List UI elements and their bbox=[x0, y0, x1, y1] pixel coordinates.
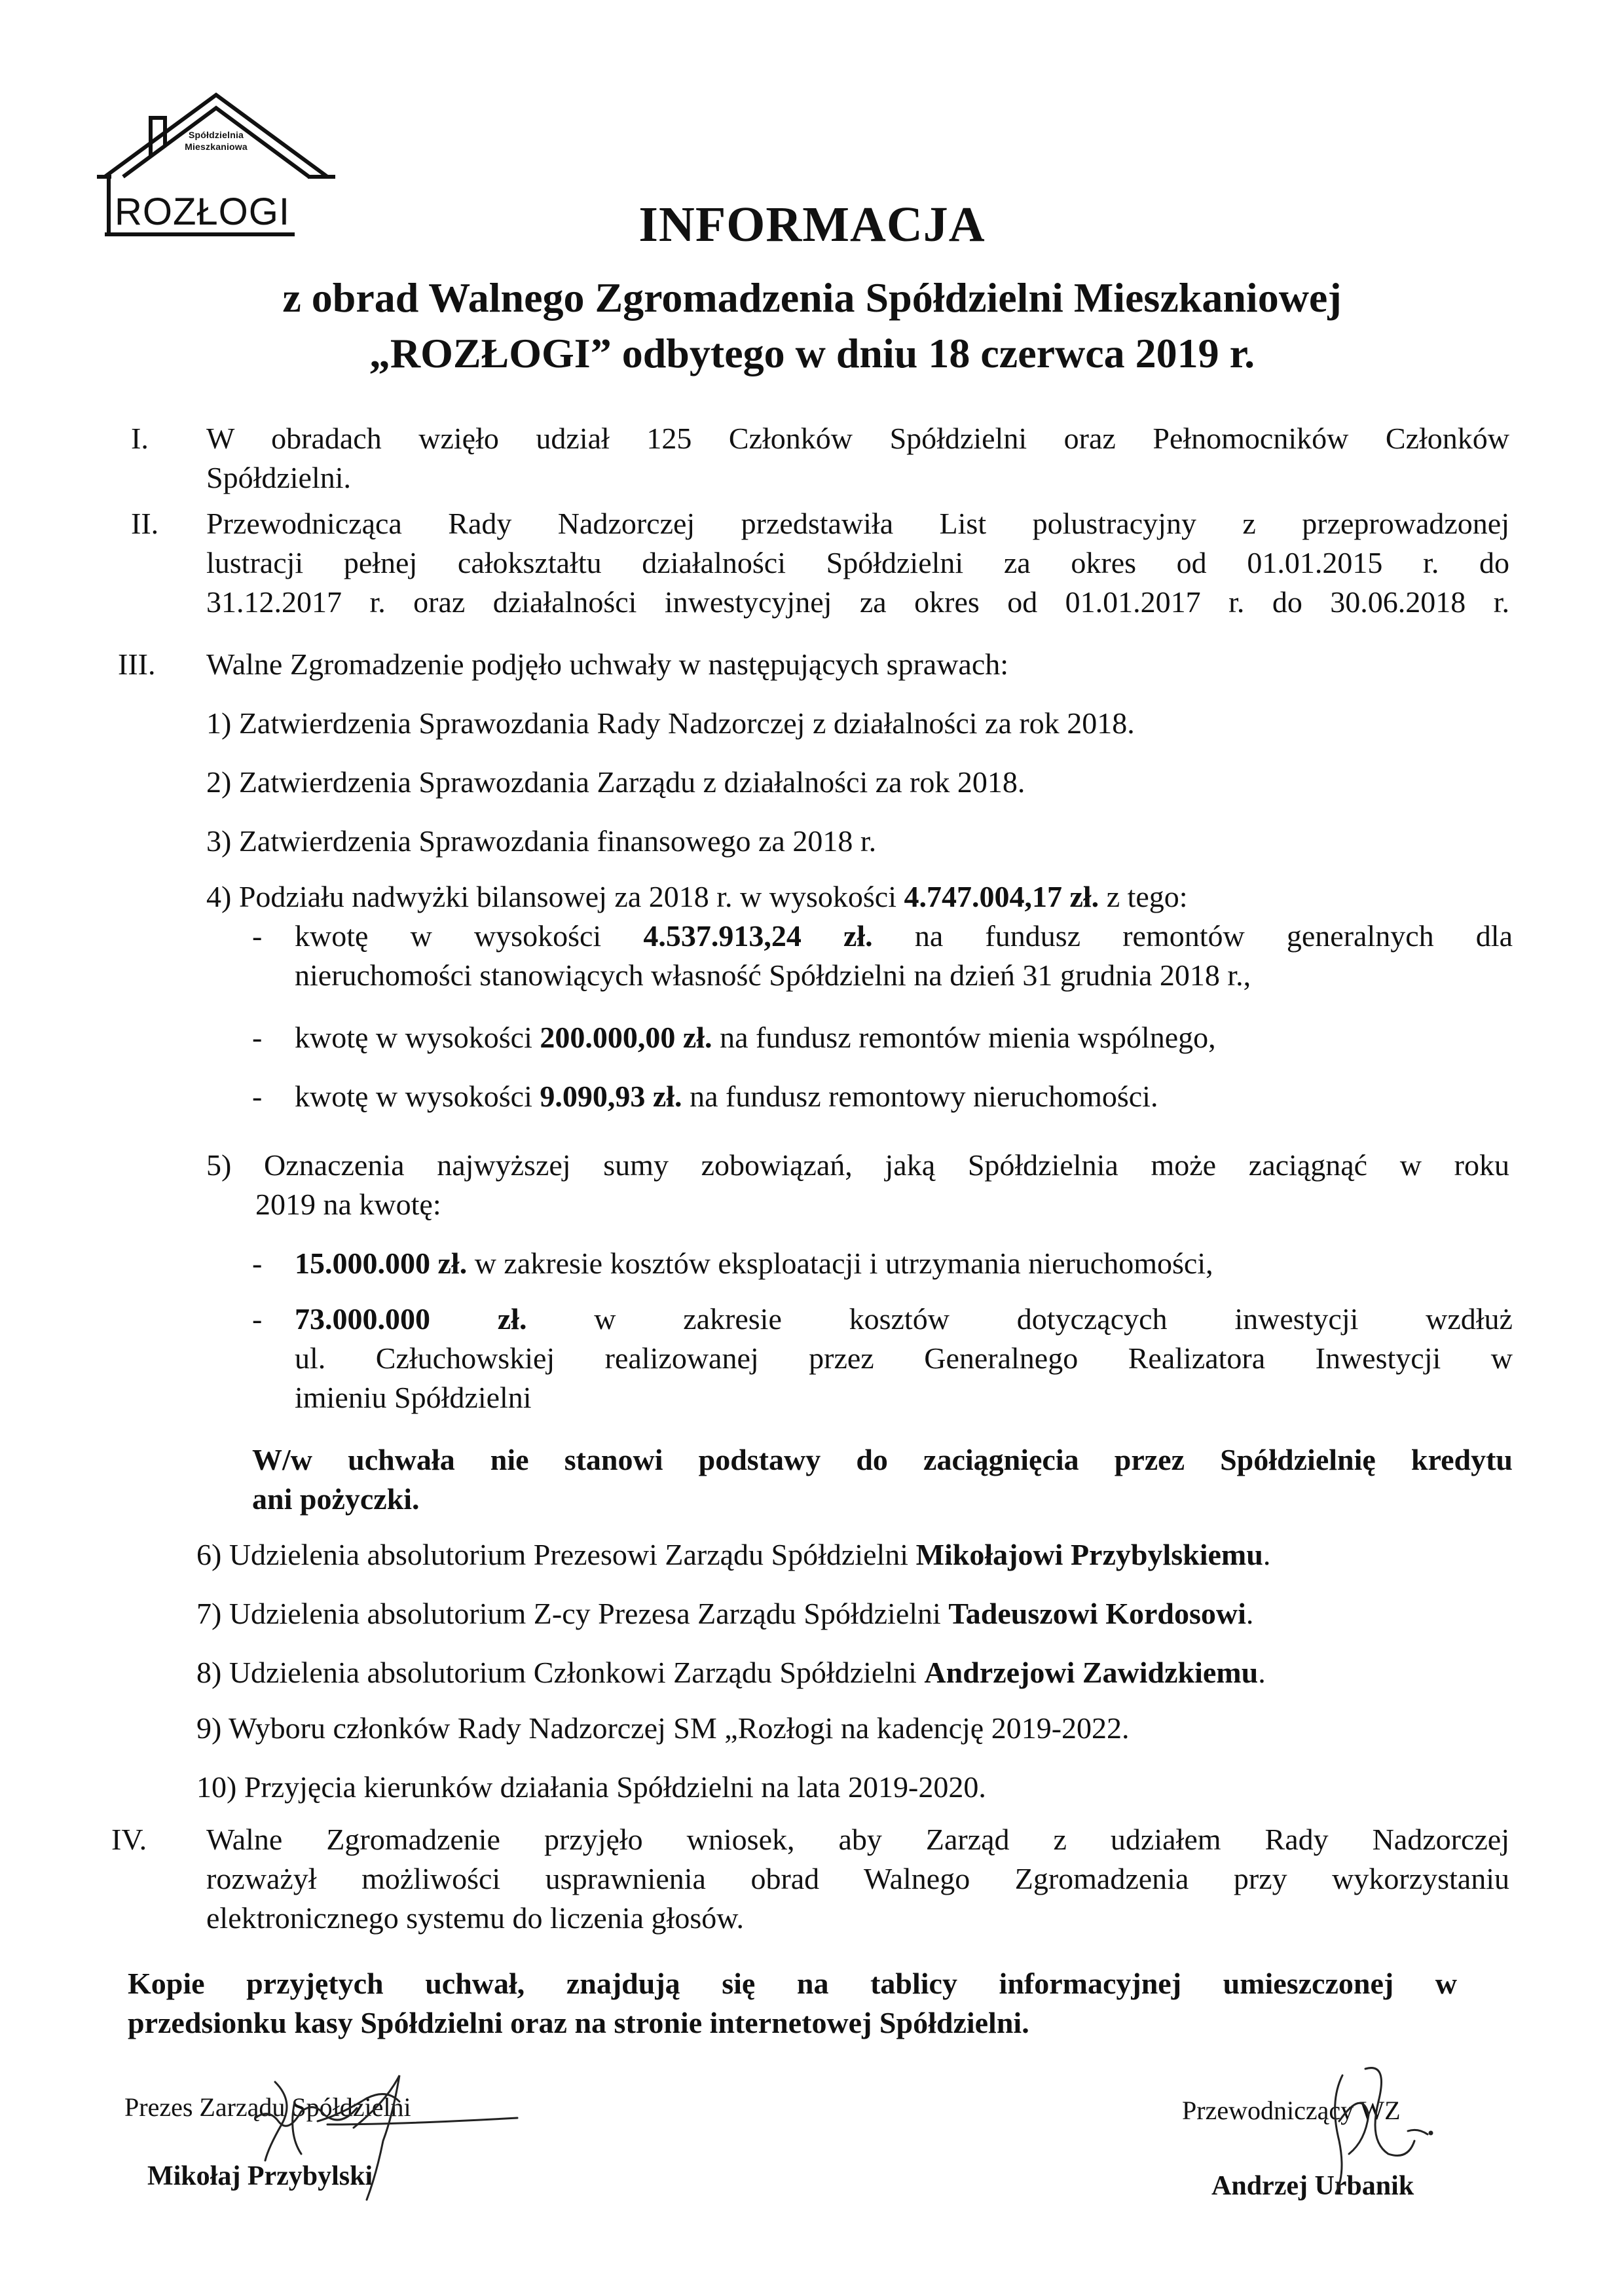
resolution-6-period: . bbox=[1263, 1538, 1271, 1571]
resolution-5-note-line-2: ani pożyczki. bbox=[252, 1482, 420, 1516]
section-iv-numeral: IV. bbox=[111, 1823, 147, 1856]
resolution-4-sub-1 bbox=[295, 917, 1513, 956]
section-i-line-2: Spółdzielni. bbox=[206, 461, 352, 494]
resolution-8-text: 8) Udzielenia absolutorium Członkowi Zarządu Spółdzielni bbox=[196, 1656, 925, 1689]
sub-3-suffix: na fundusz remontowy nieruchomości. bbox=[682, 1080, 1158, 1113]
sub-2-word: inwestycji bbox=[1234, 1302, 1359, 1336]
sub-2-amount: 200.000,00 zł. bbox=[540, 1021, 712, 1054]
sub-1-amount: 4.537.913,24 zł. bbox=[643, 919, 873, 953]
sub-1-text: kwotę w wysokości bbox=[295, 919, 644, 953]
resolution-7 bbox=[196, 1594, 1253, 1633]
section-ii-line-2: lustracji pełnej całokształtu działalności Spółdzielni za okres od 01.01.2015 r. do bbox=[206, 546, 1509, 579]
sub-2-word: dotyczących bbox=[1016, 1302, 1168, 1336]
resolution-1: 1) Zatwierdzenia Sprawozdania Rady Nadzorczej z działalności za rok 2018. bbox=[206, 706, 1135, 740]
bullet-dash: - bbox=[252, 1302, 263, 1336]
left-handwritten-signature bbox=[216, 2062, 524, 2213]
section-iii-intro: Walne Zgromadzenie podjęło uchwały w następujących sprawach: bbox=[206, 647, 1009, 681]
resolution-6-text: 6) Udzielenia absolutorium Prezesowi Zarządu Spółdzielni bbox=[196, 1538, 916, 1571]
section-iii-numeral: III. bbox=[118, 647, 156, 681]
resolution-2: 2) Zatwierdzenia Sprawozdania Zarządu z działalności za rok 2018. bbox=[206, 765, 1025, 799]
right-signatory-name: Andrzej Urbanik bbox=[1211, 2171, 1414, 2201]
sub-2-amount: 73.000.000 bbox=[295, 1302, 430, 1336]
resolution-4 bbox=[206, 877, 1188, 917]
document-subtitle-line-2: „ROZŁOGI” odbytego w dniu 18 czerwca 2019 r. bbox=[369, 330, 1255, 376]
resolution-10: 10) Przyjęcia kierunków działania Spółdzielni na lata 2019-2020. bbox=[196, 1770, 986, 1804]
section-i-line-1: W obradach wzięło udział 125 Członków Spółdzielni oraz Pełnomocników Członków bbox=[206, 422, 1509, 455]
right-signatory-title: Przewodniczący WZ bbox=[1182, 2096, 1401, 2125]
logo-line-1: Spółdzielnia bbox=[188, 130, 244, 140]
bullet-dash: - bbox=[252, 919, 263, 953]
logo-name: ROZŁOGI bbox=[115, 191, 291, 233]
sub-1-amount: 15.000.000 zł. bbox=[295, 1247, 468, 1280]
document-title: INFORMACJA bbox=[638, 197, 986, 252]
section-iv-line-3: elektronicznego systemu do liczenia głosów. bbox=[206, 1901, 744, 1935]
sub-2-currency: zł. bbox=[497, 1302, 527, 1336]
resolution-5-sub-1 bbox=[295, 1244, 1213, 1283]
resolution-9: 9) Wyboru członków Rady Nadzorczej SM „Rozłogi na kadencję 2019-2022. bbox=[196, 1711, 1130, 1745]
sub-2-suffix: na fundusz remontów mienia wspólnego, bbox=[712, 1021, 1216, 1054]
resolution-4-sub-2 bbox=[295, 1018, 1216, 1057]
sub-2-word: wzdłuż bbox=[1426, 1302, 1513, 1336]
resolution-5-note-line-1: W/w uchwała nie stanowi podstawy do zaciągnięcia przez Spółdzielnię kredytu bbox=[252, 1443, 1513, 1476]
section-iv-line-2: rozważył możliwości usprawnienia obrad Walnego Zgromadzenia przy wykorzystaniu bbox=[206, 1862, 1509, 1895]
section-ii-numeral: II. bbox=[131, 507, 159, 540]
closing-line-2: przedsionku kasy Spółdzielni oraz na stronie internetowej Spółdzielni. bbox=[128, 2006, 1029, 2039]
resolution-7-person: Tadeuszowi Kordosowi bbox=[948, 1597, 1246, 1630]
resolution-4-sub-1-line-2: nieruchomości stanowiących własność Spółdzielni na dzień 31 grudnia 2018 r., bbox=[295, 958, 1251, 992]
section-ii-line-3: 31.12.2017 r. oraz działalności inwestycyjnej za okres od 01.01.2017 r. do 30.06.2018 r. bbox=[206, 585, 1509, 619]
resolution-8-person: Andrzejowi Zawidzkiemu bbox=[924, 1656, 1259, 1689]
sub-2-text: kwotę w wysokości bbox=[295, 1021, 540, 1054]
bullet-dash: - bbox=[252, 1247, 263, 1280]
bullet-dash: - bbox=[252, 1021, 263, 1054]
resolution-7-text: 7) Udzielenia absolutorium Z-cy Prezesa Zarządu Spółdzielni bbox=[196, 1597, 949, 1630]
resolution-5-sub-2 bbox=[295, 1300, 1513, 1339]
resolution-6 bbox=[196, 1535, 1270, 1575]
sub-2-word: zakresie bbox=[683, 1302, 782, 1336]
resolution-4-amount: 4.747.004,17 zł. bbox=[904, 880, 1099, 913]
sub-1-suffix: na fundusz remontów generalnych dla bbox=[872, 919, 1513, 953]
sub-3-text: kwotę w wysokości bbox=[295, 1080, 540, 1113]
resolution-5-line-2: 2019 na kwotę: bbox=[255, 1188, 441, 1221]
left-signatory-name: Mikołaj Przybylski bbox=[147, 2161, 373, 2191]
resolution-6-person: Mikołajowi Przybylskiemu bbox=[915, 1538, 1263, 1571]
section-i-numeral: I. bbox=[131, 422, 149, 455]
left-signatory-title: Prezes Zarządu Spółdzielni bbox=[124, 2092, 411, 2122]
resolution-4-sub-3 bbox=[295, 1077, 1158, 1116]
sub-2-word: kosztów bbox=[849, 1302, 950, 1336]
closing-line-1: Kopie przyjętych uchwał, znajdują się na tablicy informacyjnej umieszczonej w bbox=[128, 1967, 1457, 2000]
resolution-3: 3) Zatwierdzenia Sprawozdania finansowego za 2018 r. bbox=[206, 824, 877, 858]
section-ii-line-1: Przewodnicząca Rady Nadzorczej przedstawiła List polustracyjny z przeprowadzonej bbox=[206, 507, 1509, 540]
section-iv-line-1: Walne Zgromadzenie przyjęło wniosek, aby Zarząd z udziałem Rady Nadzorczej bbox=[206, 1823, 1509, 1856]
resolution-8-period: . bbox=[1258, 1656, 1266, 1689]
document-subtitle-line-1: z obrad Walnego Zgromadzenia Spółdzielni Mieszkaniowej bbox=[282, 274, 1342, 321]
sub-2-word: w bbox=[594, 1302, 616, 1336]
resolution-5-line-1: 5) Oznaczenia najwyższej sumy zobowiązań, jaką Spółdzielnia może zaciągnąć w roku bbox=[206, 1148, 1509, 1182]
right-handwritten-signature bbox=[1303, 2049, 1473, 2200]
resolution-4-suffix: z tego: bbox=[1099, 880, 1188, 913]
resolution-7-period: . bbox=[1246, 1597, 1254, 1630]
resolution-4-text: 4) Podziału nadwyżki bilansowej za 2018 r. w wysokości bbox=[206, 880, 904, 913]
resolution-5-sub-2-line-2: ul. Człuchowskiej realizowanej przez Generalnego Realizatora Inwestycji w bbox=[295, 1341, 1513, 1375]
sub-3-amount: 9.090,93 zł. bbox=[540, 1080, 682, 1113]
logo-line-2: Mieszkaniowa bbox=[185, 141, 248, 152]
bullet-dash: - bbox=[252, 1080, 263, 1113]
resolution-8 bbox=[196, 1653, 1266, 1692]
resolution-5-sub-2-line-3: imieniu Spółdzielni bbox=[295, 1381, 532, 1414]
sub-1-suffix: w zakresie kosztów eksploatacji i utrzymania nieruchomości, bbox=[467, 1247, 1213, 1280]
